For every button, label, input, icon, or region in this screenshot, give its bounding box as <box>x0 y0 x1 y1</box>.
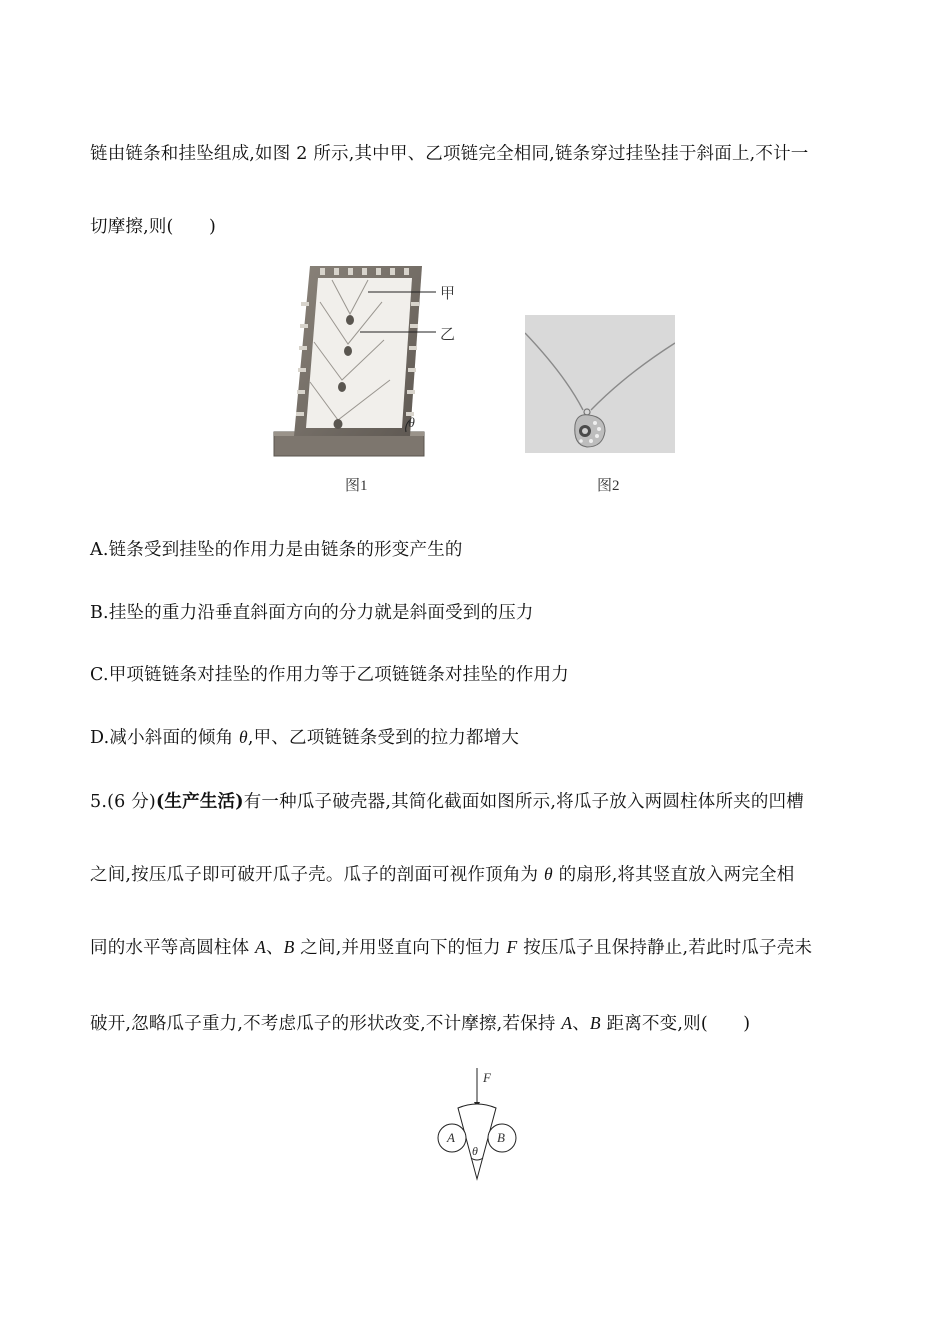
q5-l3-mid: 、 <box>265 938 284 958</box>
figure-1-caption: 图1 <box>345 478 368 494</box>
q5-line-4 <box>90 1010 750 1035</box>
option-d-text-2: ,甲、乙项链链条受到的拉力都增大 <box>247 728 520 748</box>
q5-l3-post: 按压瓜子且保持静止,若此时瓜子壳未 <box>517 938 813 958</box>
label-a: A <box>447 1130 455 1145</box>
option-b: B.挂坠的重力沿垂直斜面方向的分力就是斜面受到的压力 <box>90 603 534 623</box>
q5-line-1 <box>90 788 804 813</box>
q5-l3-mid2: 之间,并用竖直向下的恒力 <box>294 938 507 958</box>
q5-l4-a: A <box>561 1013 573 1033</box>
option-d-theta: θ <box>239 727 248 747</box>
q5-l4-b: B <box>589 1013 601 1033</box>
label-theta-fig1: θ <box>408 416 415 431</box>
q5-tag: (生产生活) <box>155 792 244 812</box>
option-d <box>90 724 519 749</box>
q5-l3-f: F <box>506 937 518 957</box>
label-jia: 甲 <box>440 286 456 302</box>
q5-line-1-text: 有一种瓜子破壳器,其简化截面如图所示,将瓜子放入两圆柱体所夹的凹槽 <box>243 792 804 812</box>
figure-2-pendant-photo <box>525 315 675 453</box>
q5-line-3 <box>90 934 812 959</box>
figure-2-caption: 图2 <box>597 478 620 494</box>
q5-number: 5.(6 分) <box>90 792 156 812</box>
intro-line-2: 切摩擦,则( ) <box>90 217 217 237</box>
label-theta-fig3: θ <box>472 1144 478 1158</box>
option-d-text-1: D.减小斜面的倾角 <box>90 728 240 748</box>
q5-line-2 <box>90 861 794 886</box>
option-c: C.甲项链链条对挂坠的作用力等于乙项链链条对挂坠的作用力 <box>90 665 569 685</box>
label-yi: 乙 <box>440 327 456 343</box>
q5-l2-pre: 之间,按压瓜子即可破开瓜子壳。瓜子的剖面可视作顶角为 <box>90 865 545 885</box>
q5-l4-pre: 破开,忽略瓜子重力,不考虑瓜子的形状改变,不计摩擦,若保持 <box>90 1014 562 1034</box>
label-b: B <box>497 1130 505 1145</box>
q5-l3-pre: 同的水平等高圆柱体 <box>90 938 256 958</box>
option-a: A.链条受到挂坠的作用力是由链条的形变产生的 <box>90 540 463 560</box>
q5-l4-post: 距离不变,则( ) <box>600 1014 751 1034</box>
figure-3-seed-cracker-diagram <box>425 1066 535 1184</box>
figure-1-necklace-stand <box>270 262 450 462</box>
q5-l3-b: B <box>283 937 295 957</box>
q5-l2-theta: θ <box>544 864 553 884</box>
label-f: F <box>483 1070 491 1085</box>
q5-l4-mid: 、 <box>572 1014 590 1034</box>
intro-line-1: 链由链条和挂坠组成,如图 2 所示,其中甲、乙项链完全相同,链条穿过挂坠挂于斜面上,不计一 <box>90 144 809 164</box>
q5-l2-post: 的扇形,将其竖直放入两完全相 <box>552 865 795 885</box>
q5-l3-a: A <box>255 937 266 957</box>
